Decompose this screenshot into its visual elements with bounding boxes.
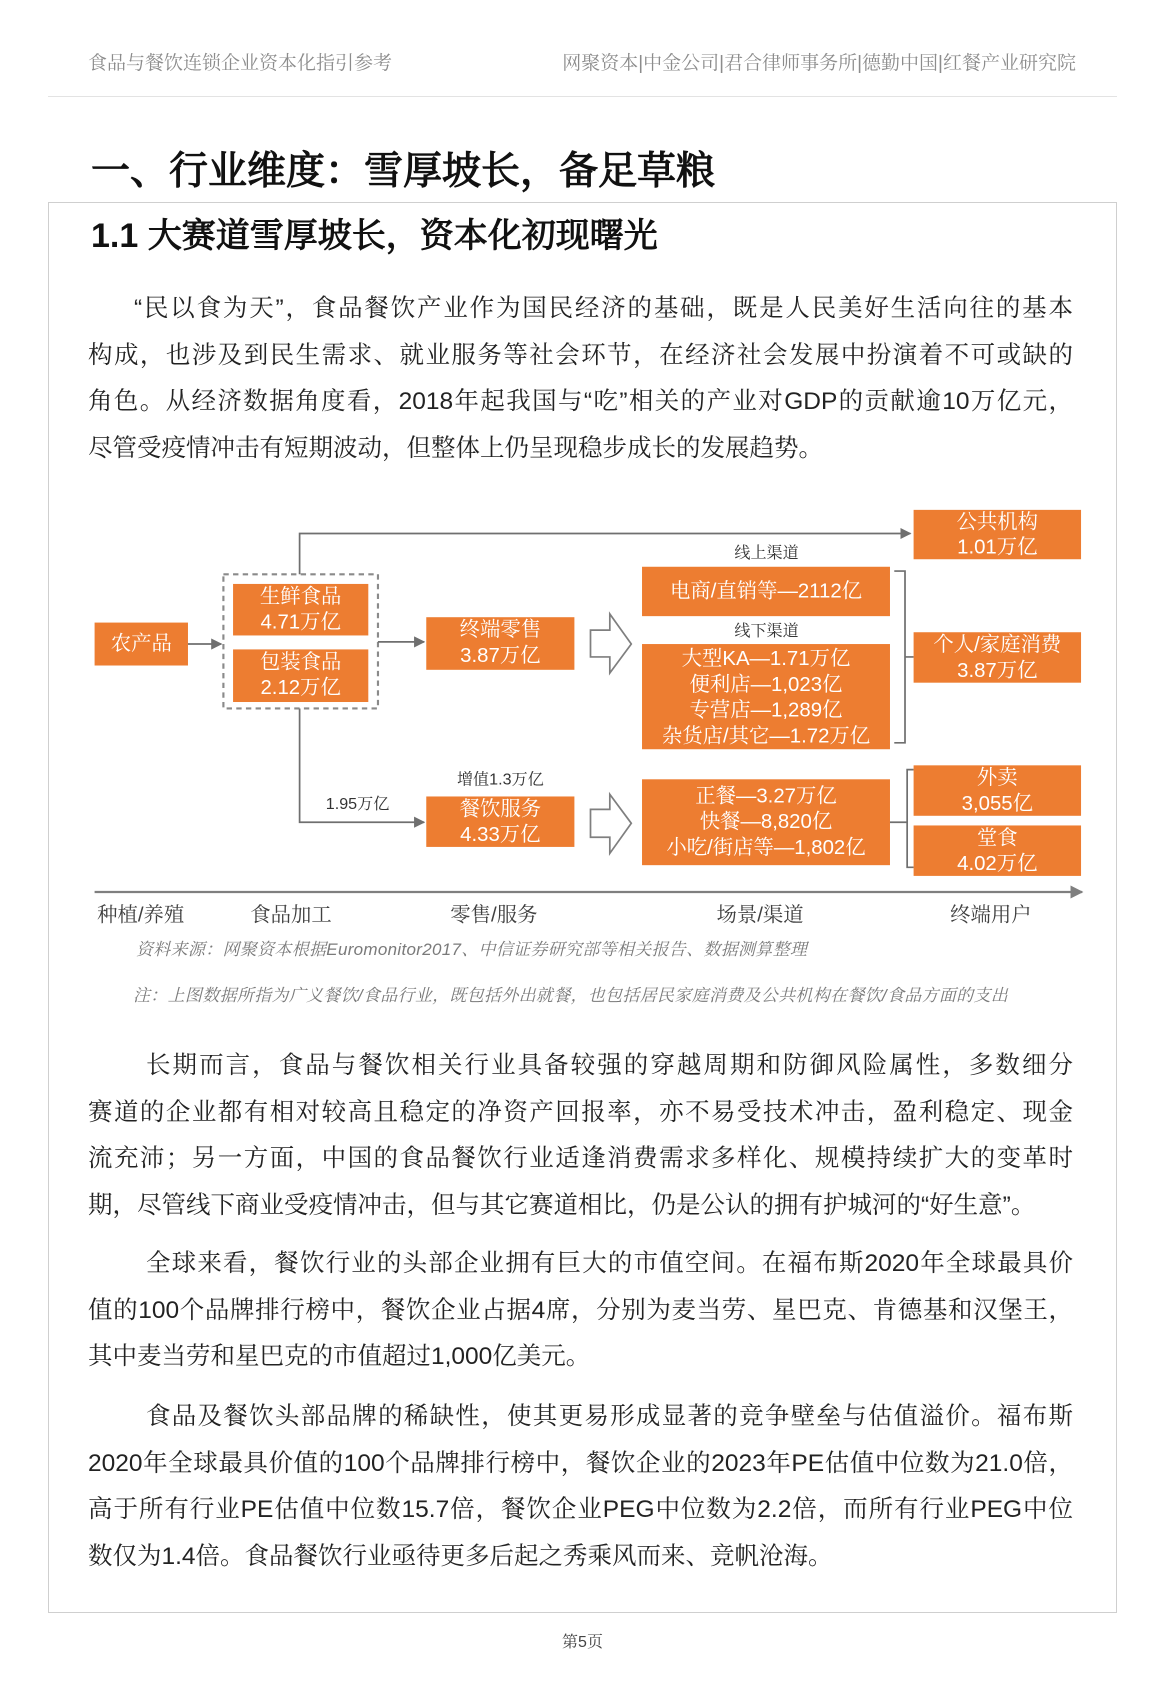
paragraph-line: 期，尽管线下商业受疫情冲击，但与其它赛道相比，仍是公认的拥有护城河的“好生意”。 <box>88 1191 1036 1219</box>
block-arrow-retail <box>591 614 632 673</box>
retail-channels-bracket <box>894 571 913 743</box>
header-divider <box>48 96 1117 97</box>
catering-format-item: 正餐—3.27万亿 <box>695 785 837 808</box>
offline-channel-item: 专营店—1,289亿 <box>689 699 843 722</box>
fresh-food-name: 生鲜食品 <box>259 585 342 608</box>
paragraph-line: “民以食为天”，食品餐饮产业作为国民经济的基础，既是人民美好生活向往的基本 <box>134 295 1073 322</box>
figure-note: 注：上图数据所指为广义餐饮/食品行业，既包括外出就餐，也包括居民家庭消费及公共机构在餐饮/食品方面的支出 <box>133 986 1009 1005</box>
axis-stage-label: 种植/养殖 <box>97 904 185 927</box>
paragraph-2 <box>88 1043 1073 1229</box>
paragraph-line: 构成，也涉及到民生需求、就业服务等社会环节，在经济社会发展中扮演着不可或缺的 <box>88 341 1073 369</box>
catering-value: 4.33万亿 <box>460 824 541 847</box>
fresh-food-value: 4.71万亿 <box>260 611 341 634</box>
paragraph-3 <box>88 1241 1073 1381</box>
paragraph-line: 长期而言，食品与餐饮相关行业具备较强的穿越周期和防御风险属性，多数细分 <box>146 1052 1073 1079</box>
packaged-food-value: 2.12万亿 <box>260 677 341 700</box>
public-institutions-name: 公共机构 <box>956 511 1039 534</box>
paragraph-line: 食品及餐饮头部品牌的稀缺性，使其更易形成显著的竞争壁垒与估值溢价。福布斯 <box>146 1403 1073 1430</box>
paragraph-line: 高于所有行业PE估值中位数15.7倍，餐饮企业PEG中位数为2.2倍，而所有行业PEG中位 <box>88 1496 1073 1523</box>
paragraph-1 <box>88 286 1073 472</box>
axis-stage-label: 场景/渠道 <box>716 904 804 927</box>
household-consumption-value: 3.87万亿 <box>957 659 1038 682</box>
catering-scenes-bracket <box>890 770 914 868</box>
farm-products-label: 农产品 <box>110 633 172 656</box>
page-number: 第5页 <box>562 1634 603 1651</box>
public-institutions-value: 1.01万亿 <box>957 536 1038 559</box>
paragraph-line: 2020年全球最具价值的100个品牌排行榜中，餐饮企业的2023年PE估值中位数为21.0倍， <box>88 1449 1073 1477</box>
offline-channel-item: 大型KA—1.71万亿 <box>681 648 851 671</box>
axis-stage-label: 终端用户 <box>950 904 1032 927</box>
axis-stage-label: 零售/服务 <box>450 904 538 927</box>
dine-in-name: 堂食 <box>976 827 1018 850</box>
paragraph-4 <box>88 1394 1073 1580</box>
paragraph-line: 流充沛；另一方面，中国的食品餐饮行业适逢消费需求多样化、规模持续扩大的变革时 <box>88 1145 1073 1172</box>
retail-name: 终端零售 <box>459 619 542 642</box>
catering-format-item: 小吃/街店等—1,802亿 <box>666 836 866 859</box>
paragraph-line: 角色。从经济数据角度看，2018年起我国与“吃”相关的产业对GDP的贡献逾10万亿元， <box>88 388 1073 415</box>
retail-value: 3.87万亿 <box>460 644 541 667</box>
offline-channel-label: 线下渠道 <box>734 622 799 641</box>
figure-source: 资料来源：网聚资本根据Euromonitor2017、中信证券研究部等相关报告、数据测算整理 <box>136 940 808 959</box>
dine-in-value: 4.02万亿 <box>957 853 1038 876</box>
catering-name: 餐饮服务 <box>459 798 542 821</box>
packaged-food-name: 包装食品 <box>259 651 342 674</box>
delivery-name: 外卖 <box>976 767 1018 790</box>
subsection-title: 1.1 大赛道雪厚坡长，资本化初现曙光 <box>91 217 658 255</box>
paragraph-line: 赛道的企业都有相对较高且稳定的净资产回报率，亦不易受技术冲击，盈利稳定、现金 <box>88 1098 1073 1126</box>
household-consumption-name: 个人/家庭消费 <box>933 634 1062 657</box>
catering-format-item: 快餐—8,820亿 <box>699 811 833 834</box>
running-header-title: 食品与餐饮连锁企业资本化指引参考 <box>88 53 393 74</box>
paragraph-line: 数仅为1.4倍。食品餐饮行业亟待更多后起之秀乘风而来、竞帆沧海。 <box>88 1542 833 1570</box>
offline-channel-item: 杂货店/其它—1.72万亿 <box>661 725 871 748</box>
online-channel-item: 电商/直销等—2112亿 <box>669 580 863 603</box>
section-title: 一、行业维度：雪厚坡长，备足草粮 <box>91 150 716 193</box>
catering-flow-label: 1.95万亿 <box>325 794 390 813</box>
value-added-label: 增值1.3万亿 <box>456 770 544 789</box>
block-arrow-catering <box>591 794 632 853</box>
paragraph-line: 尽管受疫情冲击有短期波动，但整体上仍呈现稳步成长的发展趋势。 <box>88 434 823 462</box>
axis-stage-label: 食品加工 <box>250 904 332 927</box>
online-channel-label: 线上渠道 <box>734 543 799 562</box>
paragraph-line: 其中麦当劳和星巴克的市值超过1,000亿美元。 <box>88 1343 591 1370</box>
paragraph-line: 值的100个品牌排行榜中，餐饮企业占据4席，分别为麦当劳、星巴克、肯德基和汉堡王， <box>88 1296 1073 1324</box>
running-header-publishers: 网聚资本|中金公司|君合律师事务所|德勤中国|红餐产业研究院 <box>562 53 1076 74</box>
food-industry-chain-diagram <box>86 499 1095 934</box>
offline-channel-item: 便利店—1,023亿 <box>689 673 843 696</box>
delivery-value: 3,055亿 <box>961 792 1034 815</box>
paragraph-line: 全球来看，餐饮行业的头部企业拥有巨大的市值空间。在福布斯2020年全球最具价 <box>146 1250 1073 1277</box>
